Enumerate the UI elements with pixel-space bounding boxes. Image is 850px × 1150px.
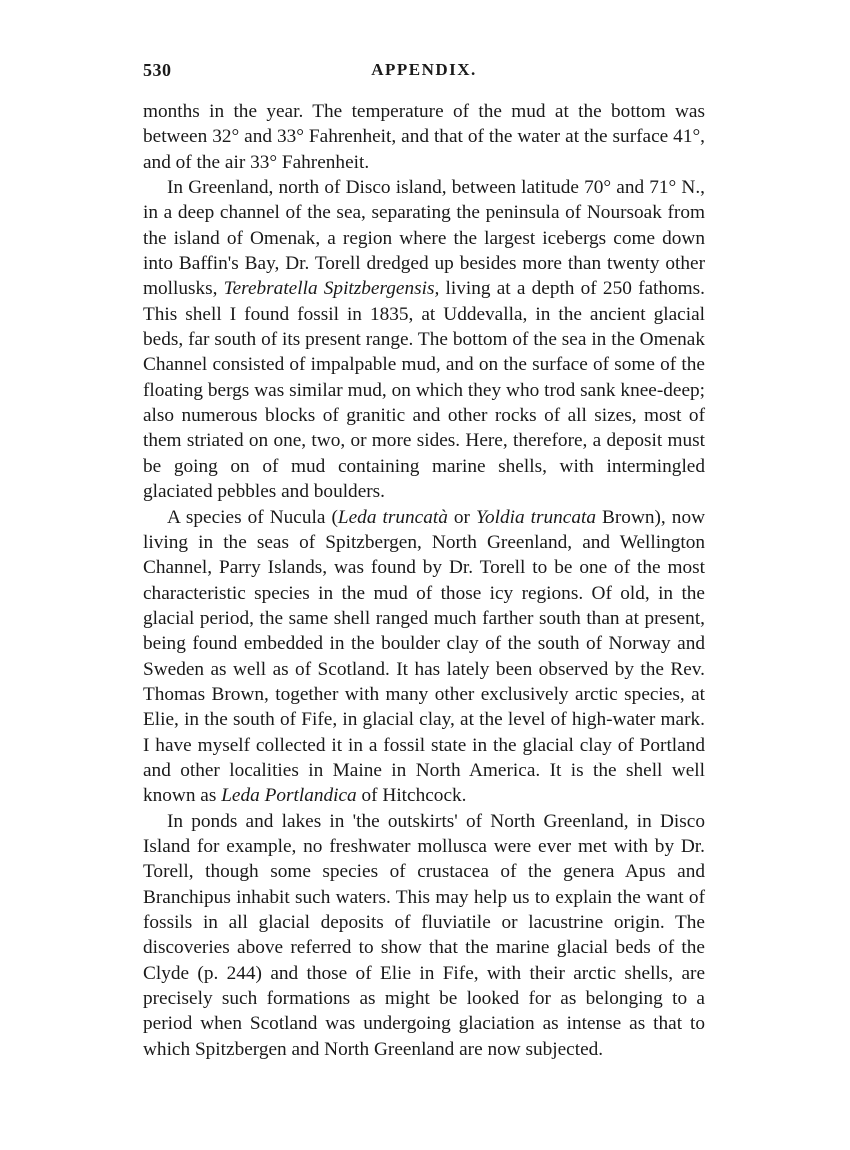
paragraph-text: In ponds and lakes in 'the outskirts' of North Greenland, in Disco Island for example, no freshwater mollusca were ever met with by Dr. Torell, though some species of crustacea of the genera Apus and Branchipus inhabit such waters. This may help us to explain the want of fossils in all glacial deposits of fluviatile or lacustrine origin. The discoveries above referred to show that the marine glacial beds of the Clyde (p. 244) and those of Elie in Fife, with their arctic shells, are precisely such formations as might be looked for as belonging to a period when Scotland was undergoing glaciation as intense as that to which Spitzbergen and North Greenland are now subjected.: [143, 810, 705, 1060]
running-head: APPENDIX.: [371, 60, 477, 79]
paragraph-text: In Greenland, north of Disco island, between latitude 70° and 71° N., in a deep channel of the sea, separating the peninsula of Noursoak from the island of Omenak, a region where the largest icebergs come down into Baffin's Bay, Dr. Torell dredged up besides more than twenty other mollusks,: [143, 177, 705, 300]
paragraph: [143, 99, 705, 175]
paragraph: [143, 175, 705, 504]
species-name: Yoldia truncata: [476, 506, 596, 528]
species-name: Leda Portlandica: [221, 785, 357, 807]
paragraph: [143, 809, 705, 1062]
paragraph-text: Brown), now living in the seas of Spitzbergen, North Greenland, and Wellington Channel, Parry Islands, was found by Dr. Torell to be one of the most characteristic species in the mud of those icy regions. Of old, in the glacial period, the same shell ranged much farther south than at present, being found embedded in the boulder clay of the south of Norway and Sweden as well as of Scotland. It has lately been observed by the Rev. Thomas Brown, together with many other exclusively arctic species, at Elie, in the south of Fife, in glacial clay, at the level of high-water mark. I have myself collected it in a fossil state in the glacial clay of Portland and other localities in Maine in North America. It is the shell well known as: [143, 506, 706, 807]
paragraph-text: months in the year. The temperature of the mud at the bottom was between 32° and 33° Fahrenheit, and that of the water at the surface 41°, and of the air 33° Fahrenheit.: [143, 101, 705, 173]
page-header: [143, 60, 705, 88]
paragraph-text: or: [447, 506, 476, 528]
body-text: [143, 99, 705, 1062]
paragraph-text: of Hitchcock.: [356, 785, 467, 807]
species-name: Terebratella Spitzbergensis,: [223, 278, 440, 300]
species-name: Leda truncatà: [337, 506, 448, 528]
page-number: 530: [143, 60, 172, 80]
paragraph: [143, 505, 705, 809]
paragraph-text: A species of Nucula (: [167, 506, 338, 528]
paragraph-text: living at a depth of 250 fathoms. This shell I found fossil in 1835, at Uddevalla, in the ancient glacial beds, far south of its present range. The bottom of the sea in the Omenak Channel consisted of impalpable mud, and on the surface of some of the floating bergs was similar mud, on which they who trod sank knee-deep; also numerous blocks of granitic and other rocks of all sizes, most of them striated on one, two, or more sides. Here, therefore, a deposit must be going on of mud containing marine shells, with intermingled glaciated pebbles and boulders.: [143, 278, 706, 503]
